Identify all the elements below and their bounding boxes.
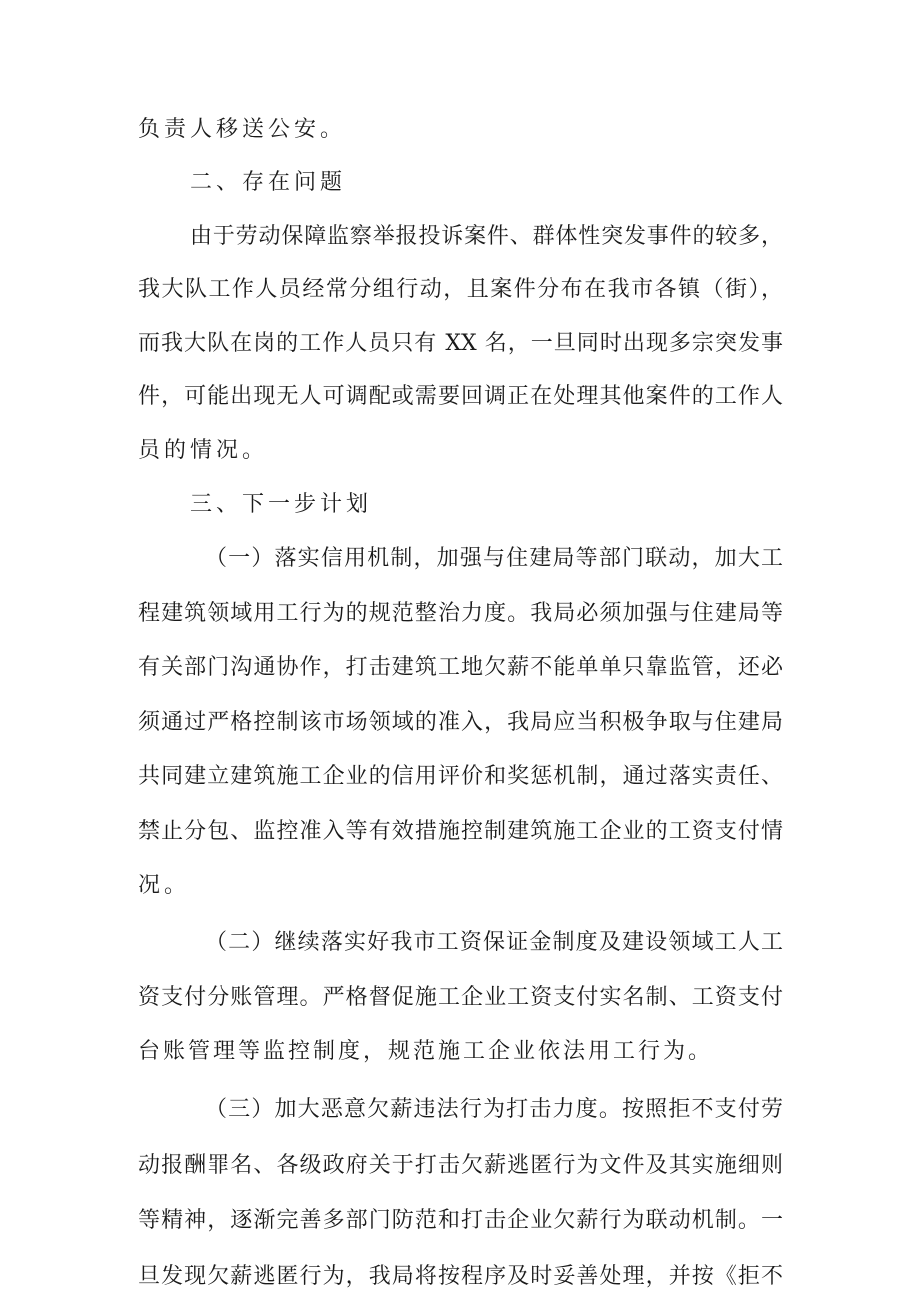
- text-line: 动报酬罪名、各级政府关于打击欠薪逃匿行为文件及其实施细则: [138, 1153, 783, 1178]
- text-line: 程建筑领域用工行为的规范整治力度。我局必须加强与住建局等: [138, 601, 783, 626]
- text-line: 有关部门沟通协作，打击建筑工地欠薪不能单单只靠监管，还必: [138, 655, 783, 680]
- text-line: 共同建立建筑施工企业的信用评价和奖惩机制，通过落实责任、: [138, 764, 783, 789]
- text-line: 员的情况。: [138, 438, 269, 463]
- text-line: 禁止分包、监控准入等有效措施控制建筑施工企业的工资支付情: [138, 819, 783, 844]
- text-line: （三）加大恶意欠薪违法行为打击力度。按照拒不支付劳: [205, 1097, 783, 1122]
- text-line: 旦发现欠薪逃匿行为，我局将按程序及时妥善处理，并按《拒不: [138, 1264, 783, 1289]
- text-line: 件，可能出现无人可调配或需要回调正在处理其他案件的工作人: [138, 384, 783, 409]
- text-line: 而我大队在岗的工作人员只有 XX 名，一旦同时出现多宗突发事: [138, 331, 783, 356]
- text-line: 台账管理等监控制度，规范施工企业依法用工行为。: [138, 1039, 714, 1064]
- section-heading-plan: 三、下一步计划: [190, 492, 373, 517]
- text-line: （一）落实信用机制，加强与住建局等部门联动，加大工: [205, 546, 783, 571]
- text-line: 等精神，逐渐完善多部门防范和打击企业欠薪行为联动机制。一: [138, 1208, 783, 1233]
- text-line: 我大队工作人员经常分组行动，且案件分布在我市各镇（街），: [138, 277, 783, 302]
- text-line: 须通过严格控制该市场领域的准入，我局应当积极争取与住建局: [138, 710, 783, 735]
- text-line: 资支付分账管理。严格督促施工企业工资支付实名制、工资支付: [138, 985, 783, 1010]
- text-line: 由于劳动保障监察举报投诉案件、群体性突发事件的较多，: [190, 224, 783, 249]
- text-line: 负责人移送公安。: [138, 117, 347, 142]
- text-line: 况。: [138, 873, 191, 898]
- text-line: （二）继续落实好我市工资保证金制度及建设领域工人工: [205, 930, 783, 955]
- section-heading-problems: 二、存在问题: [190, 170, 347, 195]
